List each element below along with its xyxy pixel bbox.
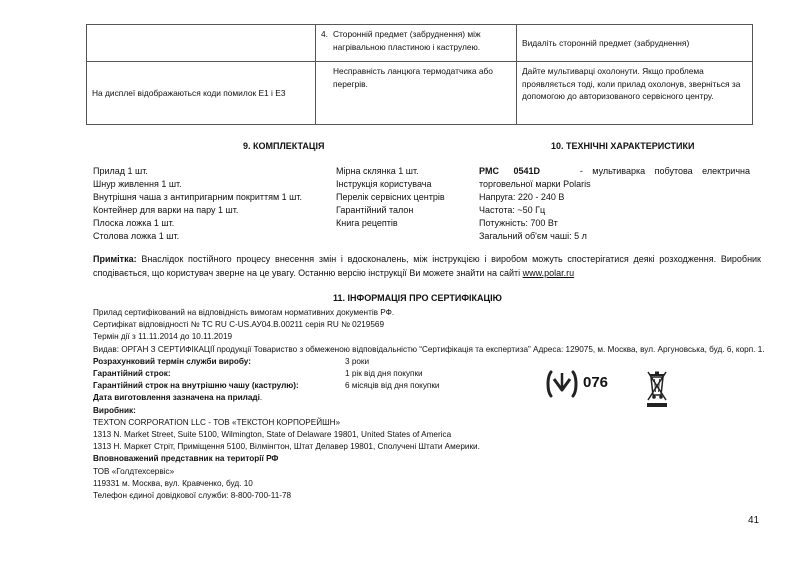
manufacture-date-label: Дата виготовлення зазначена на приладі: [93, 393, 260, 403]
manufacturer-address-ua: 1313 Н. Маркет Стріт, Приміщення 5100, Вілмінгтон, Штат Делавер 19801, Сполучені Штати Америки.: [93, 442, 480, 452]
cause-text: Несправність ланцюга термодатчика або перегрів.: [333, 66, 493, 89]
cert-line: Прилад сертифікований на відповідність вимогам нормативних документів РФ.: [93, 308, 395, 317]
hotline: Телефон єдиної довідкової служби: 8-800-700-11-78: [93, 491, 292, 501]
symptom-text: На дисплеї відображаються коди помилок E1 і E3: [92, 87, 286, 98]
note-label: Примітка:: [93, 254, 137, 264]
remedy-text: Дайте мультиварці охолонути. Якщо проблема проявляється тоді, коли прилад охолонув, зверніться за допомогою до авторизованого сервісного центру.: [522, 66, 741, 101]
manufacturer-address-en: 1313 N. Market Street, Suite 5100, Wilmington, State of Delaware 19801, United States of America: [93, 430, 452, 440]
cause-number: 4.: [321, 29, 328, 39]
remedy-text: Видаліть сторонній предмет (забруднення): [522, 37, 690, 48]
list-item: Внутрішня чаша з антипригарним покриттям 1 шт.: [93, 192, 303, 202]
table-cell: [517, 25, 753, 62]
cert-block: Прилад сертифікований на відповідність вимогам нормативних документів РФ. Сертифікат відповідності № TC RU C-US.АУ04.В.00211 серія RU № 0219569 Термін дії з 11.11.2014 до 10.11.2019 Видав: ОРГАН З СЕРТИФІКАЦІЇ продукції Товариство з обмеженою відповідальністю “Сертифікація та експертиза” Адреса: 129075, м. Москва, вул. Аргуновська, буд. 6, корп. 1. Розрахунковий термін служби виробу: 3 роки Гарантійний строк: 1 рік від дня покупки Гарантійний строк на внутрішню чашу (каструлю): 6 місяців від дня покупки Дата виготовлення зазначена на приладі. Виробник: TEXTON CORPORATION LLC - ТОВ «ТЕКСТОН КОРПОРЕЙШН» 1313 N. Market Street, Suite 5100, Wilmington, State of Delaware 19801, United States of America 1313 Н. Маркет Стріт, Приміщення 5100, Вілмінгтон, Штат Делавер 19801, Сполучені Штати Америки. Вповноважений представник на території РФ ТОВ «Голдтехсервіс» 119331 м. Москва, вул. Кравченко, буд. 10 Телефон єдиної довідкової служби: 8-800-700-11-78: [93, 307, 765, 502]
cert-title: 11. ІНФОРМАЦІЯ ПРО СЕРТИФІКАЦІЮ: [333, 293, 502, 303]
list-item: Гарантійний талон: [336, 205, 414, 215]
page-number: 41: [748, 515, 760, 526]
warranty-value: 1 рік від дня покупки: [345, 369, 423, 379]
warranty-label: Гарантійний строк:: [93, 369, 171, 379]
website-link[interactable]: www.polar.ru: [522, 267, 575, 278]
spec-line: Загальний об'єм чаші: 5 л: [479, 231, 587, 241]
representative-label: Вповноважений представник на території РФ: [93, 454, 279, 464]
cause-text: Сторонній предмет (забруднення) між нагрівальною пластиною і каструлею.: [333, 29, 481, 52]
table-row: [87, 62, 753, 125]
ua-conformity-icon: [545, 368, 579, 400]
conformity-mark: [545, 368, 647, 400]
kit-list-2: [336, 165, 445, 230]
table-cell: [316, 62, 517, 125]
list-item: Шнур живлення 1 шт.: [93, 179, 182, 189]
table-cell: [517, 62, 753, 125]
table-row: [87, 25, 753, 62]
mark-code: 076: [583, 374, 609, 391]
representative-address: 119331 м. Москва, вул. Кравченко, буд. 10: [93, 478, 253, 488]
table-cell: [87, 62, 316, 125]
bowl-warranty-value: 6 місяців від дня покупки: [345, 381, 440, 391]
specs-list: [479, 165, 750, 243]
spec-line: Частота: ~50 Гц: [479, 205, 546, 215]
model-desc: - мультиварка побутова електрична: [579, 166, 750, 176]
specs-title: 10. ТЕХНІЧНІ ХАРАКТЕРИСТИКИ: [551, 141, 695, 151]
table-cell: [87, 25, 316, 62]
representative-name: ТОВ «Голдтехсервіс»: [93, 466, 175, 476]
troubleshooting-table: [86, 24, 753, 125]
manufacturer-label: Виробник:: [93, 405, 136, 415]
cert-line: Сертифікат відповідності № TC RU C-US.АУ04.В.00211 серія RU № 0219569: [93, 320, 385, 330]
cert-line: Термін дії з 11.11.2014 до 10.11.2019: [93, 332, 233, 342]
note-text: Внаслідок постійного процесу внесення змін і вдосконалень, між інструкцією і виробом можуть спостерігатися деякі розходження. Виробник сподівається, що користувач зверне на це увагу. Останню версію інструкції Ви можете знайти на сайті: [93, 254, 761, 278]
spec-line: Потужність: 700 Вт: [479, 218, 558, 228]
service-life-label: Розрахунковий термін служби виробу:: [93, 356, 251, 366]
crossed-bin-icon: [646, 369, 668, 409]
kit-list-1: [93, 165, 302, 243]
list-item: Книга рецептів: [336, 218, 398, 228]
list-item: Столова ложка 1 шт.: [93, 231, 180, 241]
list-item: Перелік сервісних центрів: [336, 192, 445, 202]
list-item: Плоска ложка 1 шт.: [93, 218, 175, 228]
cert-issuer: Видав: ОРГАН З СЕРТИФІКАЦІЇ продукції Товариство з обмеженою відповідальністю “Сертифікація та експертиза” Адреса: 129075, м. Москва, вул. Аргуновська, буд. 6, корп. 1.: [93, 344, 765, 354]
bowl-warranty-label: Гарантійний строк на внутрішню чашу (каструлю):: [93, 381, 299, 391]
table-cell: [316, 25, 517, 62]
spec-line: Напруга: 220 - 240 В: [479, 192, 565, 202]
note-paragraph: [93, 253, 761, 280]
kit-title: 9. КОМПЛЕКТАЦІЯ: [243, 141, 325, 151]
service-life-value: 3 роки: [345, 356, 370, 366]
manufacturer-name: TEXTON CORPORATION LLC - ТОВ «ТЕКСТОН КОРПОРЕЙШН»: [93, 417, 341, 427]
model-name: PMC 0541D: [479, 166, 541, 176]
list-item: Інструкція користувача: [336, 179, 432, 189]
model-brand: торговельної марки Polaris: [479, 179, 591, 189]
list-item: Прилад 1 шт.: [93, 166, 148, 176]
list-item: Контейнер для варки на пару 1 шт.: [93, 205, 239, 215]
list-item: Мірна склянка 1 шт.: [336, 166, 419, 176]
